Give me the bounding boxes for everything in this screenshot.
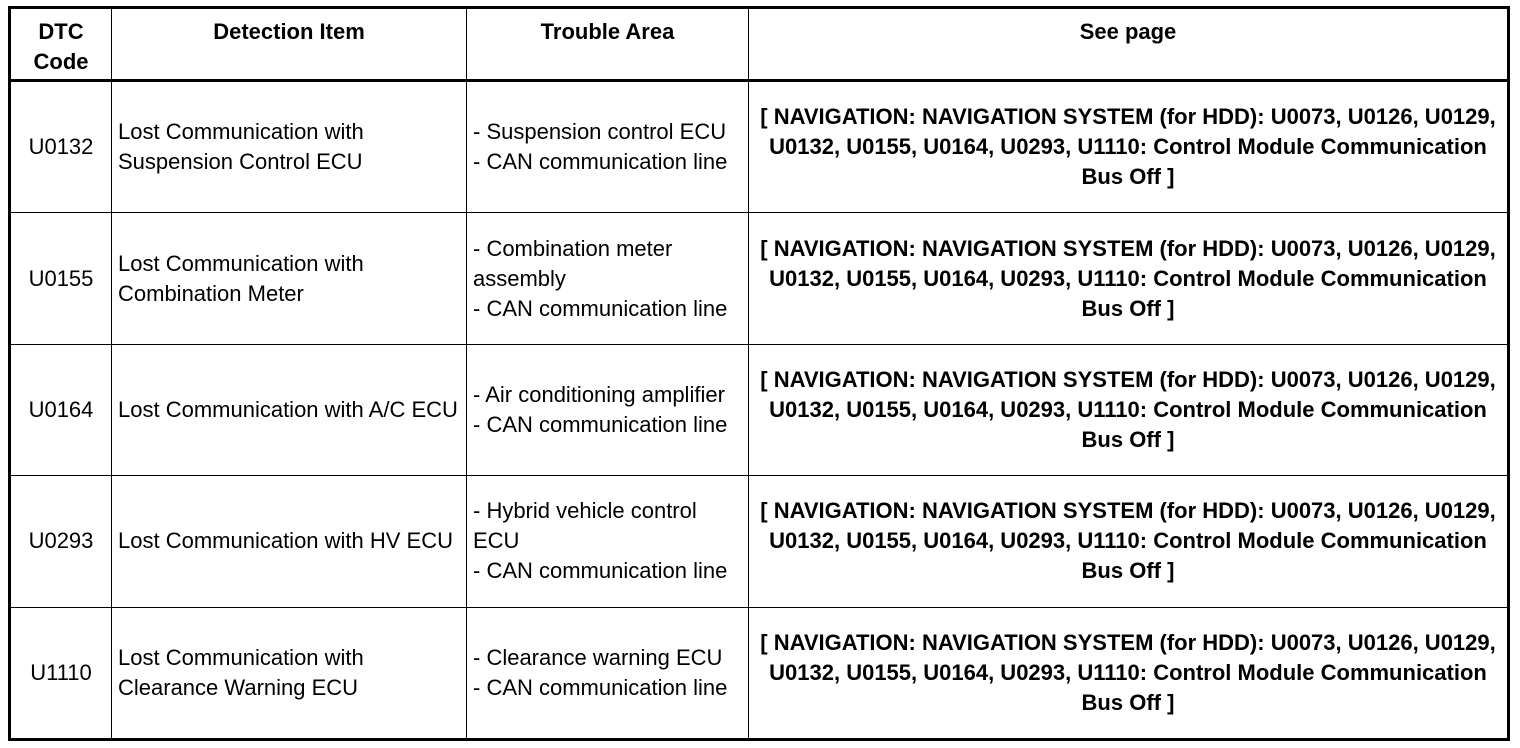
header-dtc-code: DTC Code [10, 8, 112, 81]
trouble-area-cell [467, 344, 749, 475]
trouble-area-line: - Hybrid vehicle control ECU [473, 498, 697, 554]
see-page-link[interactable]: [ NAVIGATION: NAVIGATION SYSTEM (for HDD): U0073, U0126, U0129, U0132, U0155, U0164, U0293, U1110: Control Module Communication Bus Off ] [749, 81, 1509, 213]
detection-item-cell: Lost Communication with HV ECU [112, 476, 467, 607]
see-page-link[interactable]: [ NAVIGATION: NAVIGATION SYSTEM (for HDD): U0073, U0126, U0129, U0132, U0155, U0164, U0293, U1110: Control Module Communication Bus Off ] [749, 344, 1509, 475]
trouble-area-line: - CAN communication line [473, 295, 728, 321]
trouble-area-line: - CAN communication line [473, 411, 728, 437]
table-header-row [10, 8, 1509, 81]
detection-item-cell: Lost Communication with Combination Meter [112, 213, 467, 344]
trouble-area-line: - CAN communication line [473, 558, 728, 584]
header-see-page: See page [749, 8, 1509, 81]
dtc-code-cell: U0293 [10, 476, 112, 607]
trouble-area-line: - Air conditioning amplifier [473, 381, 725, 407]
trouble-area-line: - CAN communication line [473, 674, 728, 700]
trouble-area-cell [467, 607, 749, 739]
trouble-area-line: - CAN communication line [473, 149, 728, 175]
table-row [10, 213, 1509, 344]
see-page-link[interactable]: [ NAVIGATION: NAVIGATION SYSTEM (for HDD): U0073, U0126, U0129, U0132, U0155, U0164, U0293, U1110: Control Module Communication Bus Off ] [749, 476, 1509, 607]
see-page-link[interactable]: [ NAVIGATION: NAVIGATION SYSTEM (for HDD): U0073, U0126, U0129, U0132, U0155, U0164, U0293, U1110: Control Module Communication Bus Off ] [749, 607, 1509, 739]
table-row [10, 344, 1509, 475]
dtc-code-cell: U0132 [10, 81, 112, 213]
detection-item-cell: Lost Communication with Clearance Warning ECU [112, 607, 467, 739]
dtc-table [8, 6, 1510, 741]
detection-item-cell: Lost Communication with Suspension Control ECU [112, 81, 467, 213]
see-page-link[interactable]: [ NAVIGATION: NAVIGATION SYSTEM (for HDD): U0073, U0126, U0129, U0132, U0155, U0164, U0293, U1110: Control Module Communication Bus Off ] [749, 213, 1509, 344]
table-row [10, 607, 1509, 739]
trouble-area-line: - Clearance warning ECU [473, 644, 723, 670]
trouble-area-cell [467, 213, 749, 344]
dtc-code-cell: U0164 [10, 344, 112, 475]
trouble-area-line: - Combination meter assembly [473, 235, 673, 291]
dtc-code-cell: U1110 [10, 607, 112, 739]
trouble-area-cell [467, 476, 749, 607]
header-trouble-area: Trouble Area [467, 8, 749, 81]
table-row [10, 81, 1509, 213]
table-row [10, 476, 1509, 607]
header-detection-item: Detection Item [112, 8, 467, 81]
trouble-area-cell [467, 81, 749, 213]
detection-item-cell: Lost Communication with A/C ECU [112, 344, 467, 475]
dtc-code-cell: U0155 [10, 213, 112, 344]
trouble-area-line: - Suspension control ECU [473, 119, 727, 145]
